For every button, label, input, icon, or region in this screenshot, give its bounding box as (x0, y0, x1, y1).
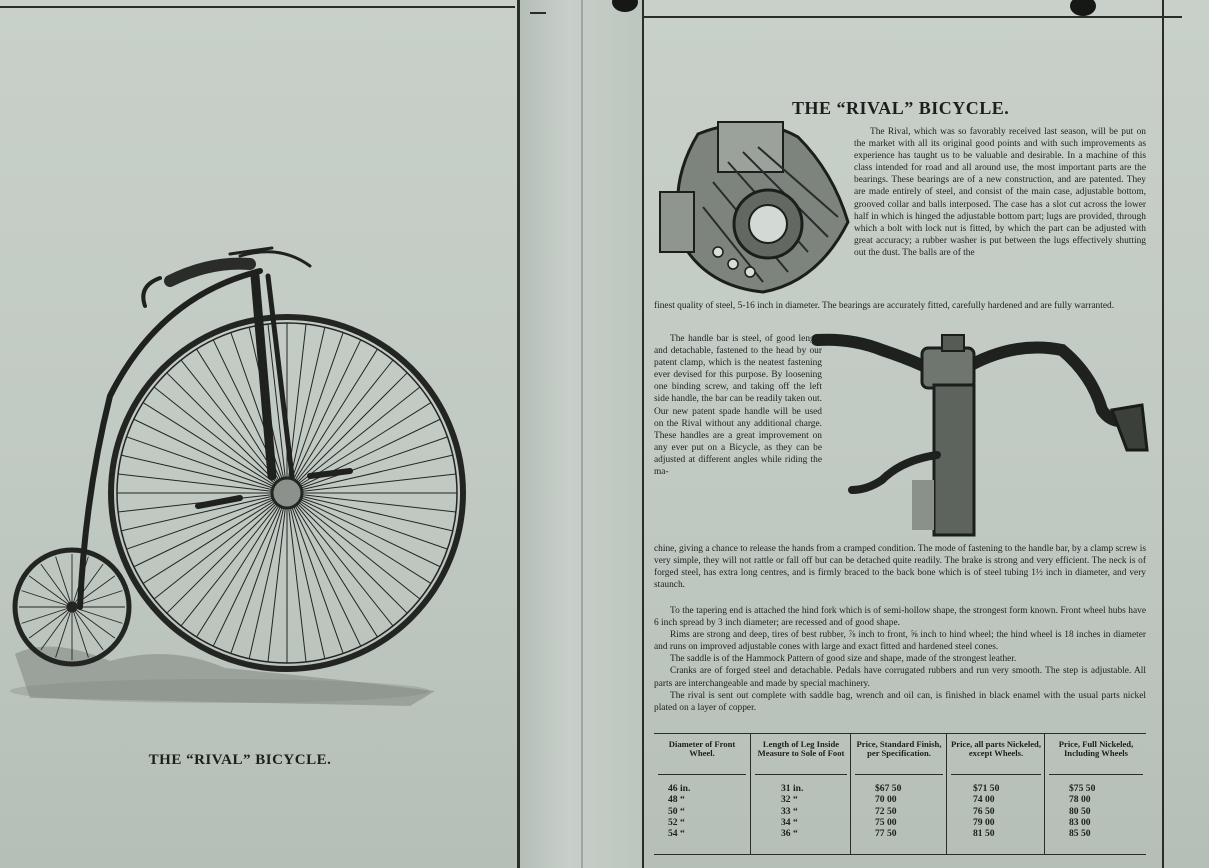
table-cell: $67 50 (875, 783, 902, 794)
gutter (520, 0, 642, 868)
table-cell: 32 “ (781, 794, 798, 806)
table-cell: 78 00 (1069, 794, 1091, 806)
table-cell: 48 “ (668, 794, 685, 806)
spoke (41, 607, 72, 650)
spoke (22, 591, 72, 607)
spoke (29, 607, 72, 638)
table-cell: 79 00 (973, 816, 995, 828)
spoke (287, 387, 420, 493)
table-cell: $75 50 (1069, 783, 1096, 794)
spoke (287, 493, 453, 531)
paragraph-hind-fork: To the tapering end is attached the hind fork which is of semi-hollow shape, the strongest form known. Front wheel hubs have 6 inch spread by 3 inch diameter; are recessed and of good shape. (654, 606, 1146, 629)
right-page (642, 0, 1209, 868)
right-margin-rule (1162, 0, 1164, 868)
column-header: Price, Full Nickeled, Including Wheels (1049, 734, 1143, 775)
spoke (121, 493, 287, 531)
left-caption: THE “RIVAL” BICYCLE. (148, 752, 332, 768)
table-cell: 34 “ (781, 816, 798, 828)
spoke (287, 493, 407, 613)
spoke (287, 373, 407, 493)
table-cell: 31 in. (781, 783, 804, 794)
spoke (72, 607, 115, 638)
table-cell: 74 00 (973, 794, 995, 806)
binding-hole (1070, 0, 1096, 16)
column-price-full-nickeled (1044, 734, 1147, 854)
table-cell: 85 50 (1069, 828, 1091, 840)
handlebar-illustration (812, 330, 1152, 540)
table-cell: 75 00 (875, 816, 897, 828)
gutter-fold (581, 0, 583, 868)
bicycle-illustration (10, 236, 470, 716)
handle-paragraph: The handle bar is steel, of good length and detachable, fastened to the head by our patent clamp, which is the neatest fastening ever devised for this purpose. By loosening one binding screw, and taking off the left side handle, the bar can be readily taken out. Our new patent spade handle will be used on the Rival without any additional charge. These handles are a great improvement on any ever put on a Bicycle, as they can be adjusted at different angles while riding the ma- (654, 334, 822, 478)
intro-paragraph: The Rival, which was so favorably received last season, will be put on the market with all its original good points and with such improvements as experience has taught us to be valuable and desirable. In a machine of this class intended for road and all around use, the most important parts are the bearings. These bearings are of a new construction, and are patented. They are made entirely of steel, and consist of the main case, adjustable bottom, grooved collar and balls interposed. The case has a slot cut across the lower half in which is hinged the adjustable bottom part; lugs are provided, through which a bolt with lock nut is fitted, by which the part can be adjusted with great accuracy; a rubber washer is put between the lugs effectively shutting out the dust. The balls are of the (854, 127, 1146, 258)
table-cell: 36 “ (781, 828, 798, 840)
column-header: Price, Standard Finish, per Specification. (855, 734, 943, 775)
spoke (127, 437, 287, 493)
table-cell: 81 50 (973, 828, 995, 840)
column-diameter (654, 734, 750, 854)
gutter-mark (530, 12, 546, 14)
column-header: Length of Leg Inside Measure to Sole of Foot (755, 734, 847, 775)
price-table (654, 733, 1146, 855)
column-price-nickeled (946, 734, 1045, 854)
spoke (167, 493, 287, 613)
rear-wheel (15, 550, 129, 664)
table-cell: 70 00 (875, 794, 897, 806)
spoke (287, 493, 393, 626)
table-cell: $71 50 (973, 783, 1000, 794)
binding-hole (612, 0, 638, 12)
front-wheel (111, 317, 463, 669)
detail-paragraphs (654, 605, 1146, 714)
paragraph-saddle: The saddle is of the Hammock Pattern of good size and shape, made of the strongest leather. (670, 654, 1017, 665)
paragraph-finish: The rival is sent out complete with saddle bag, wrench and oil can, is finished in black enamel with the usual parts nickel plated on a layer of copper. (654, 690, 1146, 713)
spoke (287, 437, 447, 493)
column-header: Diameter of Front Wheel. (658, 734, 746, 775)
spoke (231, 493, 287, 653)
column-price-standard (850, 734, 947, 854)
spoke (249, 493, 287, 659)
table-cell: 83 00 (1069, 816, 1091, 828)
handle-continuation: chine, giving a chance to release the hands from a cramped condition. The mode of fastening to the handle bar, by a clamp screw is very simple, they will not rattle or fall off but can be detached quite readily. The brake is strong and very efficient. The neck is of forged steel, has extra long centres, and is firmly braced to the back bone which is of steel tubing 1½ inch in diameter, and very staunch. (654, 544, 1146, 591)
table-cell: 76 50 (973, 805, 995, 817)
spoke (121, 455, 287, 493)
spoke (287, 493, 420, 599)
spoke (22, 607, 72, 623)
spoke (287, 493, 343, 653)
table-cell: 33 “ (781, 805, 798, 817)
spoke (154, 493, 287, 599)
spoke (72, 607, 103, 650)
page-border (642, 0, 644, 868)
paragraph-cranks: Cranks are of forged steel and detachable. Pedals have corrugated rubbers and run very smooth. The step is adjustable. All parts are interchangeable and made by special machinery. (654, 666, 1146, 689)
spoke (287, 333, 343, 493)
article-title: THE “RIVAL” BICYCLE. (792, 98, 1010, 118)
spoke (287, 493, 325, 659)
table-cell: 46 in. (668, 783, 691, 794)
table-cell: 52 “ (668, 816, 685, 828)
left-page (0, 0, 520, 868)
spoke (72, 564, 103, 607)
spoke (41, 564, 72, 607)
column-leg-length (750, 734, 851, 854)
spoke (287, 493, 447, 549)
table-cell: 50 “ (668, 805, 685, 817)
table-cell: 77 50 (875, 828, 897, 840)
table-cell: 72 50 (875, 805, 897, 817)
spoke (56, 557, 72, 607)
column-header: Price, all parts Nickeled, except Wheels. (951, 734, 1041, 775)
bearing-illustration (658, 112, 853, 297)
top-rule (0, 6, 515, 8)
spoke (181, 493, 287, 626)
top-rule (642, 16, 1182, 18)
table-cell: 80 50 (1069, 805, 1091, 817)
table-cell: 54 “ (668, 828, 685, 840)
spoke (29, 576, 72, 607)
intro-continuation: finest quality of steel, 5-16 inch in diameter. The bearings are accurately fitted, carefully hardened and are fully warranted. (654, 301, 1115, 311)
paragraph-rims: Rims are strong and deep, tires of best rubber, ⅞ inch to front, ⅝ inch to hind wheel; the hind wheel is 18 inches in diameter and runs on improved adjustable cones with large and exact fitted and hardened steel cones. (654, 630, 1146, 653)
